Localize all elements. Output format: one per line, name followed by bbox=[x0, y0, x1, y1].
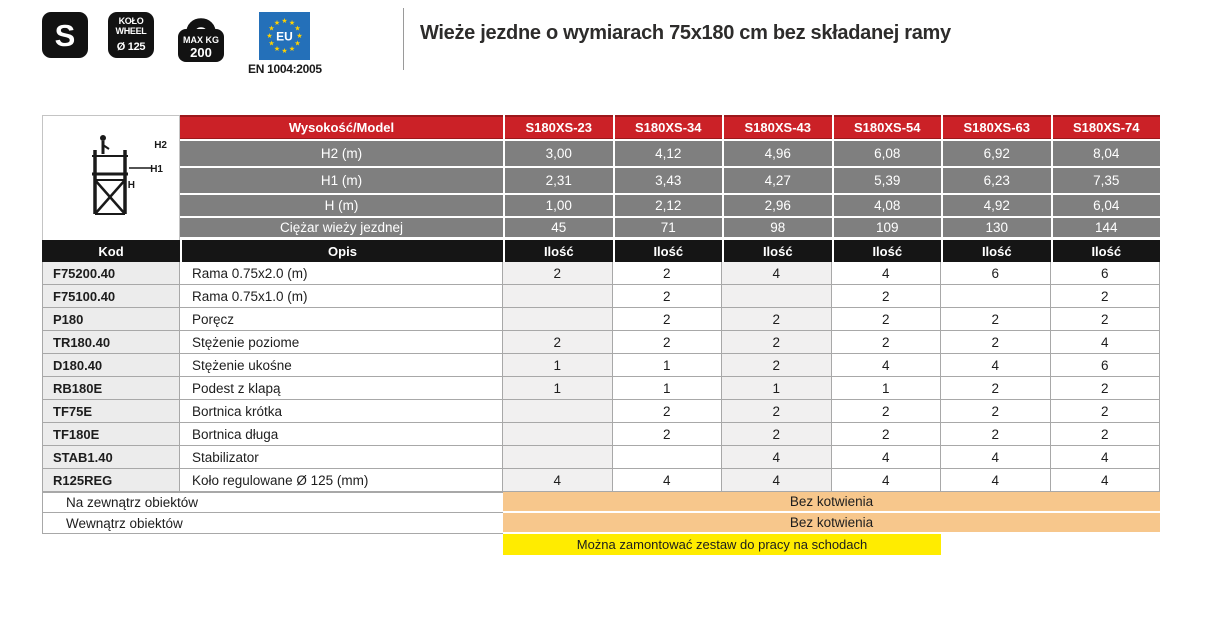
eu-label: EU bbox=[276, 29, 294, 44]
svg-text:★: ★ bbox=[289, 19, 296, 27]
height-value: 4,08 bbox=[832, 195, 942, 216]
svg-text:★: ★ bbox=[268, 39, 276, 48]
part-description: Stężenie ukośne bbox=[180, 354, 503, 377]
ilosc-header-S180XS-43: Ilość bbox=[722, 240, 832, 262]
height-row bbox=[180, 218, 1160, 240]
part-description: Rama 0.75x1.0 (m) bbox=[180, 285, 503, 308]
anchoring-label: Na zewnątrz obiektów bbox=[42, 492, 503, 513]
model-header-S180XS-23: S180XS-23 bbox=[503, 115, 613, 139]
part-quantity: 4 bbox=[941, 469, 1051, 492]
part-quantity: 2 bbox=[1051, 423, 1161, 446]
height-value: 6,04 bbox=[1051, 195, 1161, 216]
part-quantity: 1 bbox=[832, 377, 942, 400]
table-row bbox=[42, 400, 1160, 423]
part-quantity: 2 bbox=[1051, 400, 1161, 423]
svg-text:★: ★ bbox=[274, 45, 281, 53]
part-quantity: 2 bbox=[1051, 308, 1161, 331]
height-value: 1,00 bbox=[503, 195, 613, 216]
height-row bbox=[180, 195, 1160, 218]
table-row bbox=[42, 446, 1160, 469]
anchoring-row bbox=[42, 492, 1160, 513]
svg-text:★: ★ bbox=[274, 19, 281, 27]
svg-text:★: ★ bbox=[294, 39, 302, 48]
height-value: 109 bbox=[832, 218, 942, 237]
part-quantity: 2 bbox=[613, 262, 723, 285]
part-code: P180 bbox=[42, 308, 180, 331]
height-value: 45 bbox=[503, 218, 613, 237]
model-header-S180XS-63: S180XS-63 bbox=[941, 115, 1051, 139]
part-quantity: 4 bbox=[941, 354, 1051, 377]
svg-text:★: ★ bbox=[296, 32, 304, 40]
height-row-label: Ciężar wieży jezdnej bbox=[180, 218, 503, 237]
height-value: 4,92 bbox=[941, 195, 1051, 216]
part-quantity: 4 bbox=[1051, 331, 1161, 354]
badge-bar bbox=[42, 12, 322, 76]
part-quantity: 4 bbox=[722, 446, 832, 469]
table-row bbox=[42, 469, 1160, 492]
part-code: F75200.40 bbox=[42, 262, 180, 285]
wheel-label-pl: KOŁO bbox=[118, 16, 144, 27]
part-quantity: 2 bbox=[941, 331, 1051, 354]
eu-flag-icon bbox=[259, 12, 310, 60]
height-value: 6,92 bbox=[941, 141, 1051, 166]
part-quantity: 2 bbox=[941, 308, 1051, 331]
height-value: 6,08 bbox=[832, 141, 942, 166]
anchoring-value: Bez kotwienia bbox=[503, 492, 1160, 513]
max-load-text: MAX KG bbox=[183, 35, 219, 45]
table-row bbox=[42, 285, 1160, 308]
ilosc-header-S180XS-74: Ilość bbox=[1051, 240, 1161, 262]
svg-text:★: ★ bbox=[268, 24, 276, 33]
height-row-label: H1 (m) bbox=[180, 168, 503, 193]
wheel-diameter-label: Ø 125 bbox=[116, 40, 146, 53]
part-quantity: 4 bbox=[941, 446, 1051, 469]
height-value: 4,96 bbox=[722, 141, 832, 166]
height-value: 71 bbox=[613, 218, 723, 237]
part-quantity: 1 bbox=[722, 377, 832, 400]
part-quantity bbox=[722, 285, 832, 308]
table-row bbox=[42, 423, 1160, 446]
part-quantity: 4 bbox=[1051, 469, 1161, 492]
part-code: R125REG bbox=[42, 469, 180, 492]
table-row bbox=[42, 331, 1160, 354]
height-model-header: Wysokość/Model bbox=[180, 115, 503, 139]
standard-label: EN 1004:2005 bbox=[248, 62, 322, 76]
height-row-label: H2 (m) bbox=[180, 141, 503, 166]
series-s-label: S bbox=[54, 17, 76, 53]
part-code: TR180.40 bbox=[42, 331, 180, 354]
part-quantity: 2 bbox=[722, 423, 832, 446]
part-description: Poręcz bbox=[180, 308, 503, 331]
anchoring-rows bbox=[42, 492, 1160, 534]
part-quantity: 2 bbox=[503, 331, 613, 354]
height-value: 2,31 bbox=[503, 168, 613, 193]
part-quantity: 1 bbox=[613, 377, 723, 400]
part-quantity: 2 bbox=[613, 400, 723, 423]
parts-header-row bbox=[42, 240, 1160, 262]
part-quantity: 4 bbox=[503, 469, 613, 492]
svg-text:★: ★ bbox=[266, 32, 274, 40]
table-row bbox=[42, 262, 1160, 285]
part-description: Koło regulowane Ø 125 (mm) bbox=[180, 469, 503, 492]
diagram-label-h: H bbox=[127, 180, 135, 191]
part-quantity: 2 bbox=[613, 285, 723, 308]
part-code: TF180E bbox=[42, 423, 180, 446]
part-quantity: 2 bbox=[722, 331, 832, 354]
height-value: 2,12 bbox=[613, 195, 723, 216]
part-quantity bbox=[613, 446, 723, 469]
part-quantity: 4 bbox=[832, 262, 942, 285]
ilosc-header-S180XS-23: Ilość bbox=[503, 240, 613, 262]
part-quantity bbox=[503, 308, 613, 331]
height-value: 130 bbox=[941, 218, 1051, 237]
ilosc-header-S180XS-34: Ilość bbox=[613, 240, 723, 262]
svg-text:★: ★ bbox=[281, 17, 289, 25]
part-quantity: 2 bbox=[832, 400, 942, 423]
part-quantity: 2 bbox=[832, 331, 942, 354]
stairs-note-label: Można zamontować zestaw do pracy na schodach bbox=[576, 537, 868, 552]
part-quantity: 4 bbox=[832, 354, 942, 377]
height-value: 3,00 bbox=[503, 141, 613, 166]
height-row bbox=[180, 141, 1160, 168]
diagram-label-h2: H2 bbox=[154, 140, 167, 151]
page-title: Wieże jezdne o wymiarach 75x180 cm bez składanej ramy bbox=[420, 22, 951, 44]
tower-icon bbox=[43, 116, 179, 238]
height-value: 5,39 bbox=[832, 168, 942, 193]
svg-text:★: ★ bbox=[294, 24, 302, 33]
part-quantity bbox=[503, 400, 613, 423]
part-quantity: 4 bbox=[722, 262, 832, 285]
height-value: 3,43 bbox=[613, 168, 723, 193]
height-value: 98 bbox=[722, 218, 832, 237]
max-load-value: 200 bbox=[190, 45, 212, 60]
part-description: Stabilizator bbox=[180, 446, 503, 469]
part-quantity: 2 bbox=[613, 331, 723, 354]
part-quantity: 4 bbox=[613, 469, 723, 492]
model-header-S180XS-34: S180XS-34 bbox=[613, 115, 723, 139]
opis-header: Opis bbox=[180, 240, 503, 262]
part-quantity: 4 bbox=[722, 469, 832, 492]
diagram-label-h1: H1 bbox=[150, 164, 163, 175]
model-header-row bbox=[180, 115, 1160, 141]
part-quantity: 2 bbox=[613, 423, 723, 446]
part-description: Podest z klapą bbox=[180, 377, 503, 400]
tower-diagram bbox=[42, 115, 180, 240]
part-quantity: 2 bbox=[832, 308, 942, 331]
svg-text:★: ★ bbox=[281, 47, 289, 55]
table-row bbox=[42, 377, 1160, 400]
part-code: RB180E bbox=[42, 377, 180, 400]
height-row bbox=[180, 168, 1160, 195]
part-quantity: 1 bbox=[503, 377, 613, 400]
anchoring-row bbox=[42, 513, 1160, 534]
part-quantity bbox=[941, 285, 1051, 308]
max-load-icon bbox=[174, 12, 228, 64]
height-value: 6,23 bbox=[941, 168, 1051, 193]
anchoring-value: Bez kotwienia bbox=[503, 513, 1160, 534]
part-quantity: 2 bbox=[503, 262, 613, 285]
part-quantity bbox=[503, 423, 613, 446]
anchoring-label: Wewnątrz obiektów bbox=[42, 513, 503, 534]
part-quantity: 1 bbox=[613, 354, 723, 377]
height-section bbox=[42, 115, 1160, 240]
part-code: D180.40 bbox=[42, 354, 180, 377]
ilosc-header-S180XS-63: Ilość bbox=[941, 240, 1051, 262]
part-quantity: 2 bbox=[1051, 377, 1161, 400]
header-divider bbox=[403, 8, 404, 70]
part-quantity bbox=[503, 446, 613, 469]
series-s-icon bbox=[42, 12, 88, 58]
part-quantity: 2 bbox=[722, 308, 832, 331]
part-quantity: 4 bbox=[832, 446, 942, 469]
part-quantity: 2 bbox=[1051, 285, 1161, 308]
part-quantity: 4 bbox=[832, 469, 942, 492]
svg-text:★: ★ bbox=[289, 45, 296, 53]
model-header-S180XS-74: S180XS-74 bbox=[1051, 115, 1161, 139]
part-quantity: 2 bbox=[613, 308, 723, 331]
model-header-S180XS-43: S180XS-43 bbox=[722, 115, 832, 139]
part-description: Stężenie poziome bbox=[180, 331, 503, 354]
part-description: Rama 0.75x2.0 (m) bbox=[180, 262, 503, 285]
part-quantity: 2 bbox=[722, 354, 832, 377]
height-value: 4,12 bbox=[613, 141, 723, 166]
part-quantity: 4 bbox=[1051, 446, 1161, 469]
part-code: STAB1.40 bbox=[42, 446, 180, 469]
height-value: 4,27 bbox=[722, 168, 832, 193]
kod-header: Kod bbox=[98, 243, 124, 259]
part-quantity: 6 bbox=[1051, 262, 1161, 285]
parts-rows bbox=[42, 262, 1160, 492]
part-quantity: 2 bbox=[832, 285, 942, 308]
spec-table bbox=[42, 115, 1160, 555]
part-description: Bortnica długa bbox=[180, 423, 503, 446]
ilosc-header-S180XS-54: Ilość bbox=[832, 240, 942, 262]
part-quantity: 2 bbox=[941, 400, 1051, 423]
height-row-label: H (m) bbox=[180, 195, 503, 216]
part-quantity: 6 bbox=[1051, 354, 1161, 377]
height-value: 144 bbox=[1051, 218, 1161, 237]
wheel-label-en: WHEEL bbox=[115, 26, 147, 36]
height-value: 2,96 bbox=[722, 195, 832, 216]
part-quantity: 2 bbox=[941, 423, 1051, 446]
part-description: Bortnica krótka bbox=[180, 400, 503, 423]
table-row bbox=[42, 354, 1160, 377]
height-value: 7,35 bbox=[1051, 168, 1161, 193]
part-quantity: 1 bbox=[503, 354, 613, 377]
eu-certification bbox=[248, 12, 322, 76]
part-code: TF75E bbox=[42, 400, 180, 423]
part-quantity: 2 bbox=[722, 400, 832, 423]
part-quantity: 2 bbox=[832, 423, 942, 446]
height-value: 8,04 bbox=[1051, 141, 1161, 166]
wheel-diameter-icon bbox=[108, 12, 154, 58]
stairs-note bbox=[503, 534, 941, 555]
part-quantity: 2 bbox=[941, 377, 1051, 400]
part-quantity: 6 bbox=[941, 262, 1051, 285]
model-header-S180XS-54: S180XS-54 bbox=[832, 115, 942, 139]
part-code: F75100.40 bbox=[42, 285, 180, 308]
table-row bbox=[42, 308, 1160, 331]
part-quantity bbox=[503, 285, 613, 308]
